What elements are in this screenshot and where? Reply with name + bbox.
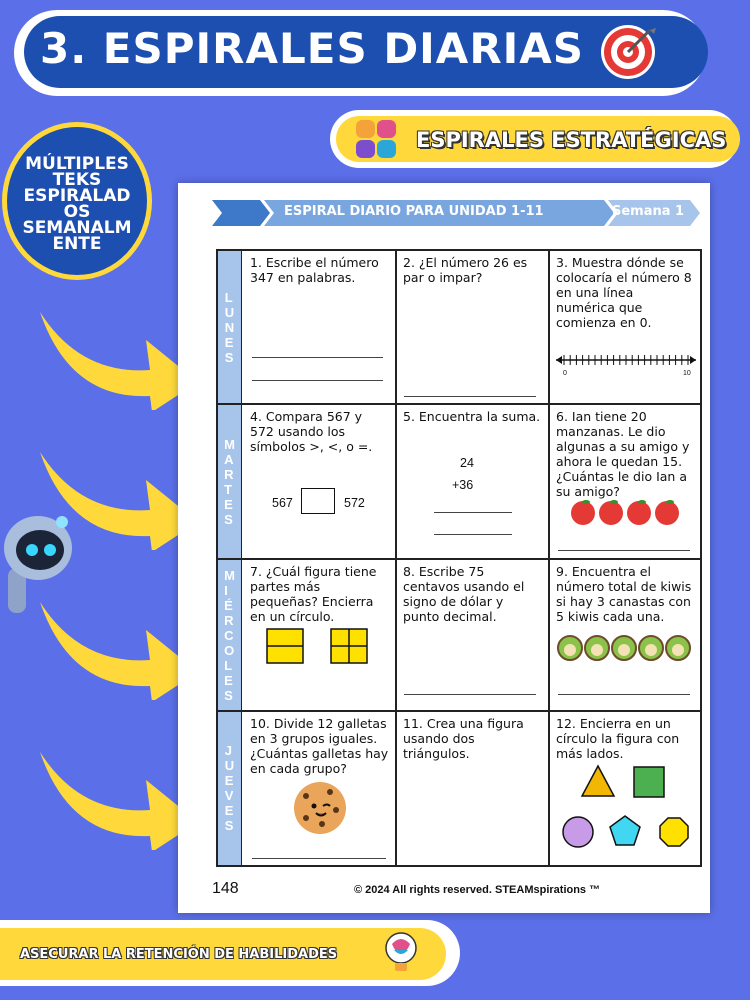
answer-line[interactable] — [252, 380, 383, 381]
grid-divider — [548, 251, 550, 865]
day-letter: L — [224, 290, 233, 305]
teks-badge-text: MÚLTIPLES TEKS ESPIRALAD OS SEMANALM ENTE — [22, 154, 132, 254]
question-12: 12. Encierra en un círculo la figura con más lados. — [556, 716, 680, 761]
day-letter: S — [224, 511, 233, 527]
sum-addend-b: +36 — [452, 478, 474, 492]
number-line[interactable] — [554, 350, 698, 370]
question-11: 11. Crea una figura usando dos triángulos. — [403, 716, 524, 761]
arrow-icon — [40, 740, 200, 850]
day-letter: M — [224, 567, 235, 583]
robot-icon — [0, 508, 80, 618]
question-7: 7. ¿Cuál figura tiene partes más pequeñas? Encierra en un círculo. — [250, 564, 377, 624]
compare-left: 567 — [272, 496, 293, 510]
day-letter: S — [224, 687, 233, 703]
day-letter: M — [224, 436, 235, 452]
answer-line[interactable] — [558, 550, 690, 551]
kiwi-face — [618, 644, 630, 656]
retention-label: ASECURAR LA RETENCIÓN DE HABILIDADES — [20, 947, 338, 962]
shapes-choice-icon[interactable] — [556, 764, 696, 854]
question-6: 6. Ian tiene 20 manzanas. Le dio algunas a su amigo y ahora le quedan 15. ¿Cuántas le dio Ian a su amigo? — [556, 409, 690, 499]
answer-line[interactable] — [252, 357, 383, 358]
day-letter: V — [224, 788, 234, 803]
answer-line[interactable] — [252, 858, 386, 859]
day-letter: O — [224, 642, 235, 658]
worksheet-title: ESPIRAL DIARIO PARA UNIDAD 1-11 — [284, 204, 544, 219]
compare-right: 572 — [344, 496, 365, 510]
copyright: © 2024 All rights reserved. STEAMspirations ™ — [354, 884, 601, 896]
cookie-icon — [292, 780, 348, 836]
worksheet-week: Semana 1 — [612, 204, 685, 219]
day-letter: C — [224, 627, 234, 643]
compare-box[interactable] — [301, 488, 335, 514]
number-line-end: 10 — [683, 370, 691, 377]
day-letter: T — [224, 481, 233, 497]
question-3: 3. Muestra dónde se colocaría el número 8 en una línea numérica que comienza en 0. — [556, 255, 692, 330]
day-letter: É — [224, 597, 233, 613]
shape-halves-icon[interactable] — [266, 628, 306, 666]
answer-line[interactable] — [404, 694, 536, 695]
question-5: 5. Encuentra la suma. — [403, 409, 541, 424]
day-label-miercoles — [218, 559, 242, 711]
question-2: 2. ¿El número 26 es par o impar? — [403, 255, 528, 285]
day-letter: J — [224, 743, 233, 758]
day-letter: R — [224, 612, 234, 628]
day-letter: L — [224, 657, 233, 673]
apples-icon — [570, 498, 682, 526]
question-9: 9. Encuentra el número total de kiwis si hay 3 canastas con 5 kiwis cada una. — [556, 564, 692, 624]
kiwi-face — [645, 644, 657, 656]
strategy-pill-label: ESPIRALES ESTRATÉGICAS — [416, 128, 727, 152]
page-title: 3. ESPIRALES DIARIAS — [40, 24, 585, 73]
number-line-start: 0 — [563, 370, 567, 377]
day-letter: U — [224, 758, 235, 773]
lightbulb-icon — [380, 930, 422, 976]
kiwi-face — [564, 644, 576, 656]
question-1: 1. Escribe el número 347 en palabras. — [250, 255, 379, 285]
shape-quarters-icon[interactable] — [330, 628, 370, 666]
target-icon — [598, 22, 658, 82]
answer-line[interactable] — [558, 694, 690, 695]
day-letter: R — [224, 466, 234, 482]
day-label-jueves — [218, 711, 242, 865]
day-letter: S — [224, 350, 234, 365]
kiwi-face — [591, 644, 603, 656]
day-letter: S — [224, 818, 234, 833]
day-label-martes — [218, 404, 242, 559]
answer-line[interactable] — [434, 534, 512, 535]
question-8: 8. Escribe 75 centavos usando el signo de dólar y punto decimal. — [403, 564, 525, 624]
day-label-lunes — [218, 251, 242, 404]
question-10: 10. Divide 12 galletas en 3 grupos iguales. ¿Cuántas galletas hay en cada grupo? — [250, 716, 389, 776]
answer-line[interactable] — [404, 396, 536, 397]
sum-addend-a: 24 — [460, 456, 474, 470]
sum-line — [434, 512, 512, 513]
day-letter: I — [224, 582, 228, 598]
day-letter: A — [224, 451, 234, 467]
day-letter: E — [224, 496, 233, 512]
strategy-quad-icon — [352, 118, 400, 160]
grid-divider — [395, 251, 397, 865]
day-letter: E — [224, 335, 234, 350]
arrow-icon — [40, 300, 200, 410]
kiwi-face — [672, 644, 684, 656]
day-letter: E — [224, 803, 234, 818]
page-number: 148 — [212, 880, 239, 897]
day-letter: E — [224, 672, 233, 688]
kiwis-icon — [556, 634, 694, 662]
day-letter: E — [224, 773, 234, 788]
question-4: 4. Compara 567 y 572 usando los símbolos >, <, o =. — [250, 409, 373, 454]
day-letter: U — [224, 305, 235, 320]
day-letter: N — [224, 320, 235, 335]
